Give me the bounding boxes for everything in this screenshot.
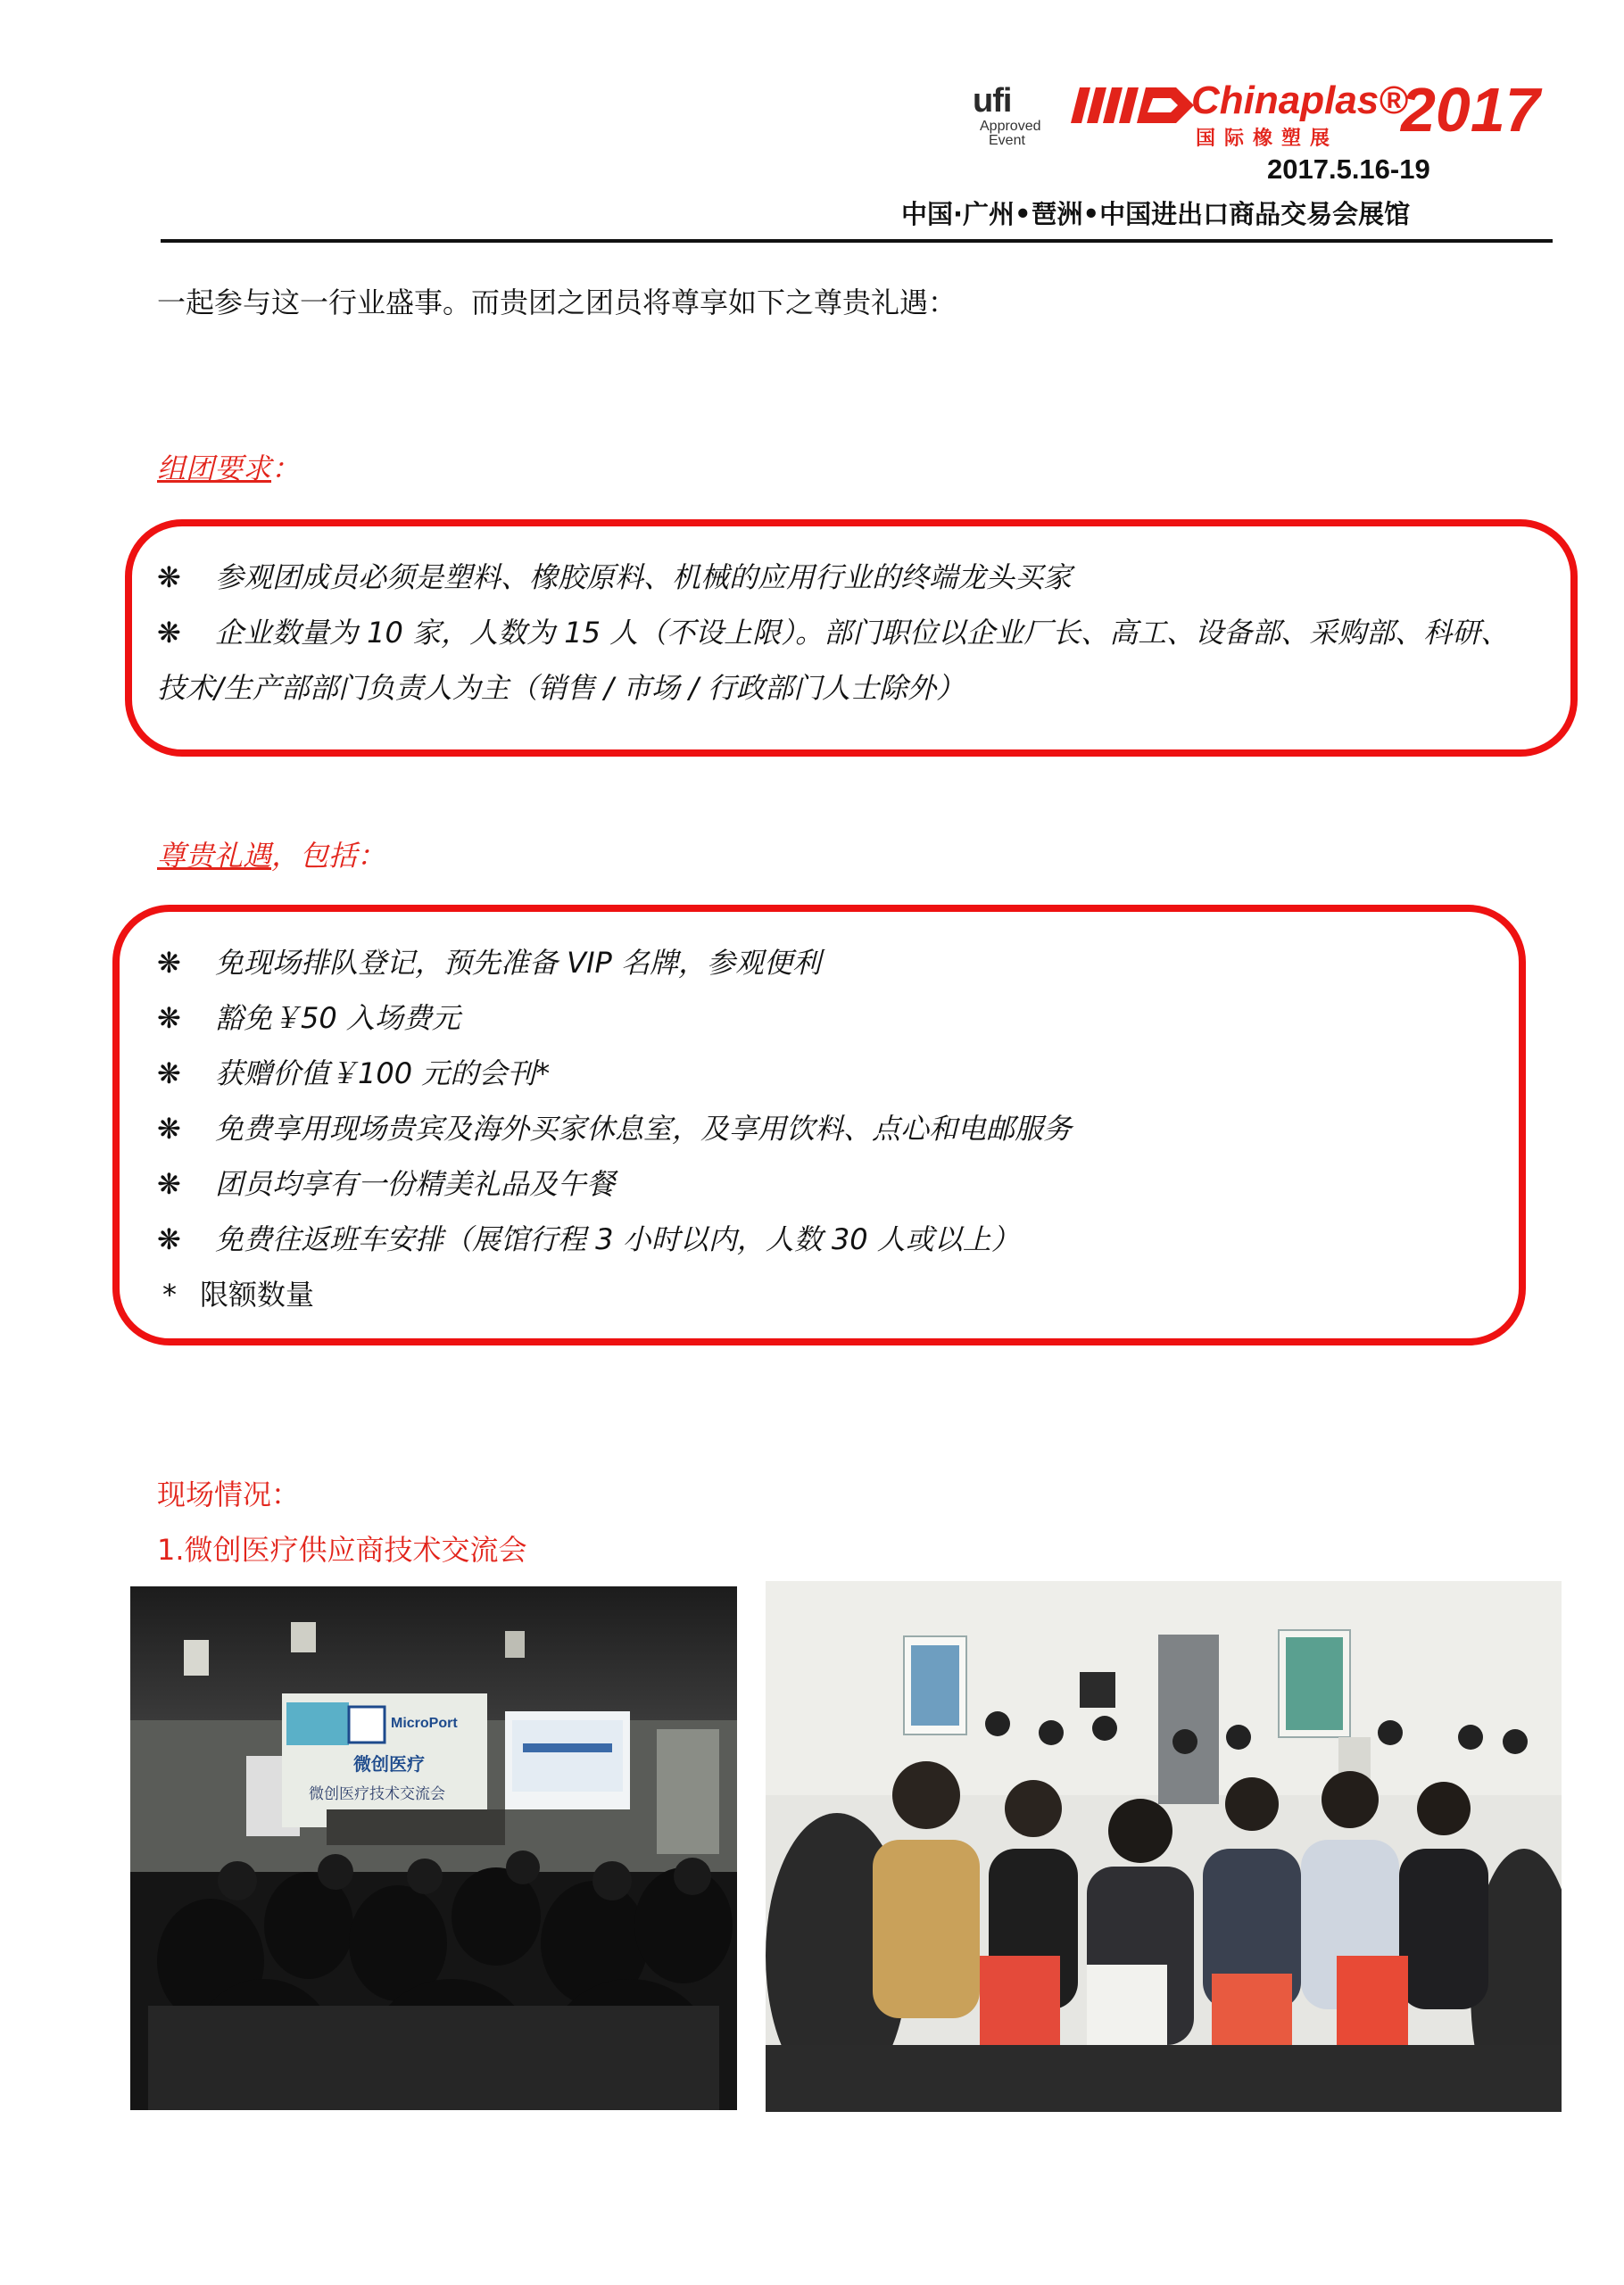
requirement-item	[157, 610, 1509, 651]
privilege-item	[157, 1106, 1072, 1147]
conference-hall-image	[130, 1586, 737, 2110]
privileges-title	[157, 833, 385, 874]
onsite-title: 现场情况：	[157, 1478, 301, 1511]
privilege-item	[157, 1217, 1020, 1258]
privilege-item	[157, 996, 460, 1037]
requirements-title-suffix: ：	[271, 451, 301, 485]
privilege-footnote	[162, 1272, 314, 1313]
bullet-icon: ❋	[157, 1222, 181, 1256]
event-venue: 中国·广州•琶洲•中国进出口商品交易会展馆	[901, 199, 1411, 229]
ufi-mark: ufi	[973, 82, 1012, 120]
requirement-text: 技术/生产部部门负责人为主（销售 / 市场 / 行政部门人士除外）	[157, 671, 965, 705]
privilege-text: 团员均享有一份精美礼品及午餐	[215, 1167, 616, 1201]
requirement-text: 企业数量为 10 家，人数为 15 人（不设上限）。部门职位以企业厂长、高工、设备部、采购部、科研、	[215, 616, 1510, 650]
requirements-title	[157, 446, 300, 487]
bullet-icon: ❋	[157, 1112, 181, 1146]
privilege-item	[157, 1162, 615, 1203]
brand-name: Chinaplas®	[1191, 79, 1408, 122]
logo-en: MicroPort	[391, 1716, 458, 1731]
privilege-item	[157, 940, 821, 981]
requirement-item-continued	[157, 666, 965, 707]
requirement-item	[157, 555, 1072, 596]
privilege-text: 获赠价值￥100 元的会刊*	[215, 1056, 551, 1090]
event-date: 2017.5.16-19	[1267, 153, 1430, 185]
photo-audience	[766, 1581, 1562, 2112]
bullet-icon: ❋	[157, 560, 181, 594]
intro-text: 一起参与这一行业盛事。而贵团之团员将尊享如下之尊贵礼遇：	[157, 286, 957, 319]
footnote-mark: *	[162, 1278, 177, 1312]
bullet-icon: ❋	[157, 1001, 181, 1035]
privileges-title-text: 尊贵礼遇	[157, 839, 272, 873]
banner-text: 微创医疗技术交流会	[309, 1785, 445, 1803]
bullet-icon: ❋	[157, 616, 181, 650]
photo-conference-hall	[130, 1586, 737, 2110]
brand-year: 2017	[1401, 75, 1540, 145]
bullet-icon: ❋	[157, 946, 181, 980]
requirements-title-text: 组团要求	[157, 451, 272, 485]
onsite-subtitle: 1.微创医疗供应商技术交流会	[157, 1533, 527, 1567]
logo-cn: 微创医疗	[353, 1753, 425, 1775]
bullet-icon: ❋	[157, 1167, 181, 1201]
bullet-icon: ❋	[157, 1056, 181, 1090]
privilege-text: 豁免￥50 入场费元	[215, 1001, 460, 1035]
privileges-title-suffix: ，包括：	[271, 839, 386, 873]
chinaplas-stripes-icon	[1071, 87, 1196, 123]
ufi-logo	[973, 82, 1053, 146]
privilege-item	[157, 1051, 550, 1092]
brand-cn: 国际橡塑展	[1196, 128, 1339, 150]
requirement-text: 参观团成员必须是塑料、橡胶原料、机械的应用行业的终端龙头买家	[215, 560, 1073, 594]
privilege-text: 免现场排队登记，预先准备 VIP 名牌，参观便利	[215, 946, 821, 980]
ufi-line2: Event	[989, 133, 1025, 148]
ufi-line1: Approved	[980, 119, 1041, 134]
privilege-text: 免费享用现场贵宾及海外买家休息室，及享用饮料、点心和电邮服务	[215, 1112, 1073, 1146]
privilege-text: 免费往返班车安排（展馆行程 3 小时以内，人数 30 人或以上）	[215, 1222, 1020, 1256]
header-divider	[161, 239, 1553, 243]
audience-image	[766, 1581, 1562, 2112]
footnote-text: 限额数量	[200, 1278, 315, 1312]
